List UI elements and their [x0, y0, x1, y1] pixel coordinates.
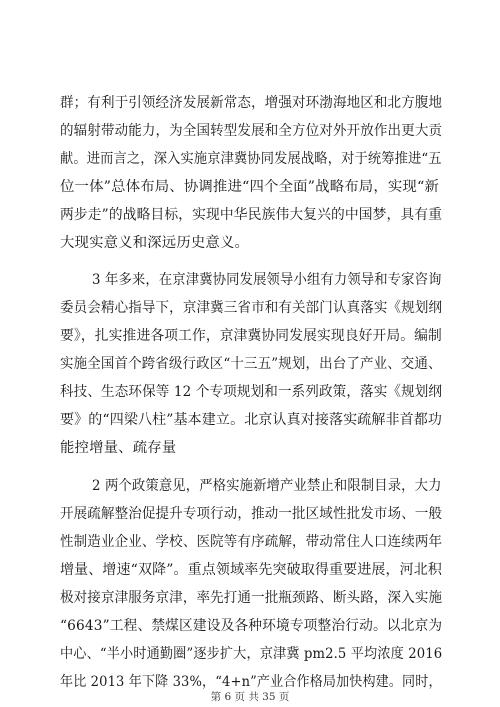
paragraph-3-line-8: 年比 2013 年下降 33%，“4+n”产业合作格局加快构建。同时， — [60, 674, 442, 690]
paragraph-1-line-3: 献。进而言之，深入实施京津冀协同发展战略，对于统筹推进“五 — [60, 151, 442, 167]
paragraph-3-line-1: 2 两个政策意见，严格实施新增产业禁止和限制目录，大力 — [92, 478, 442, 494]
paragraph-1-line-6: 大现实意义和深远历史意义。 — [60, 235, 250, 251]
paragraph-1-line-2: 的辐射带动能力，为全国转型发展和全方位对外开放作出更大贡 — [60, 123, 443, 139]
paragraph-3-line-4: 增量、增速“双降”。重点领域率先突破取得重要进展，河北积 — [60, 562, 443, 578]
paragraph-2-line-1: 3 年多来，在京津冀协同发展领导小组有力领导和专家咨询 — [92, 272, 442, 288]
paragraph-3-line-5: 极对接京津服务京津，率先打通一批瓶颈路、断头路，深入实施 — [60, 590, 443, 606]
paragraph-3-line-2: 开展疏解整治促提升专项行动，推动一批区域性批发市场、一般 — [60, 506, 443, 522]
paragraph-1-line-4: 位一体”总体布局、协调推进“四个全面”战略布局，实现“新 — [60, 179, 440, 195]
page-number-footer: 第 6 页 共 35 页 — [210, 691, 290, 703]
paragraph-3-line-6: “6643”工程、禁煤区建设及各种环境专项整治行动。以北京为 — [60, 618, 443, 634]
paragraph-2-line-6: 要》的“四梁八柱”基本建立。北京认真对接落实疏解非首都功 — [60, 412, 443, 428]
paragraph-2-line-2: 委员会精心指导下，京津冀三省市和有关部门认真落实《规划纲 — [60, 300, 443, 316]
paragraph-1-line-5: 两步走”的战略目标，实现中华民族伟大复兴的中国梦，具有重 — [60, 207, 443, 223]
paragraph-3-line-3: 性制造业企业、学校、医院等有序疏解，带动常住人口连续两年 — [60, 534, 443, 550]
paragraph-1-line-1: 群；有利于引领经济发展新常态，增强对环渤海地区和北方腹地 — [60, 95, 443, 111]
paragraph-2-line-3: 要》，扎实推进各项工作，京津冀协同发展实现良好开局。编制 — [60, 328, 442, 344]
paragraph-2-line-4: 实施全国首个跨省级行政区“十三五”规划，出台了产业、交通、 — [60, 356, 442, 372]
paragraph-3-line-7: 中心、“半小时通勤圈”逐步扩大，京津冀 pm2.5 平均浓度 2016 — [60, 646, 443, 662]
paragraph-2-line-7: 能控增量、疏存量 — [60, 440, 177, 456]
paragraph-2-line-5: 科技、生态环保等 12 个专项规划和一系列政策，落实《规划纲 — [60, 384, 443, 400]
